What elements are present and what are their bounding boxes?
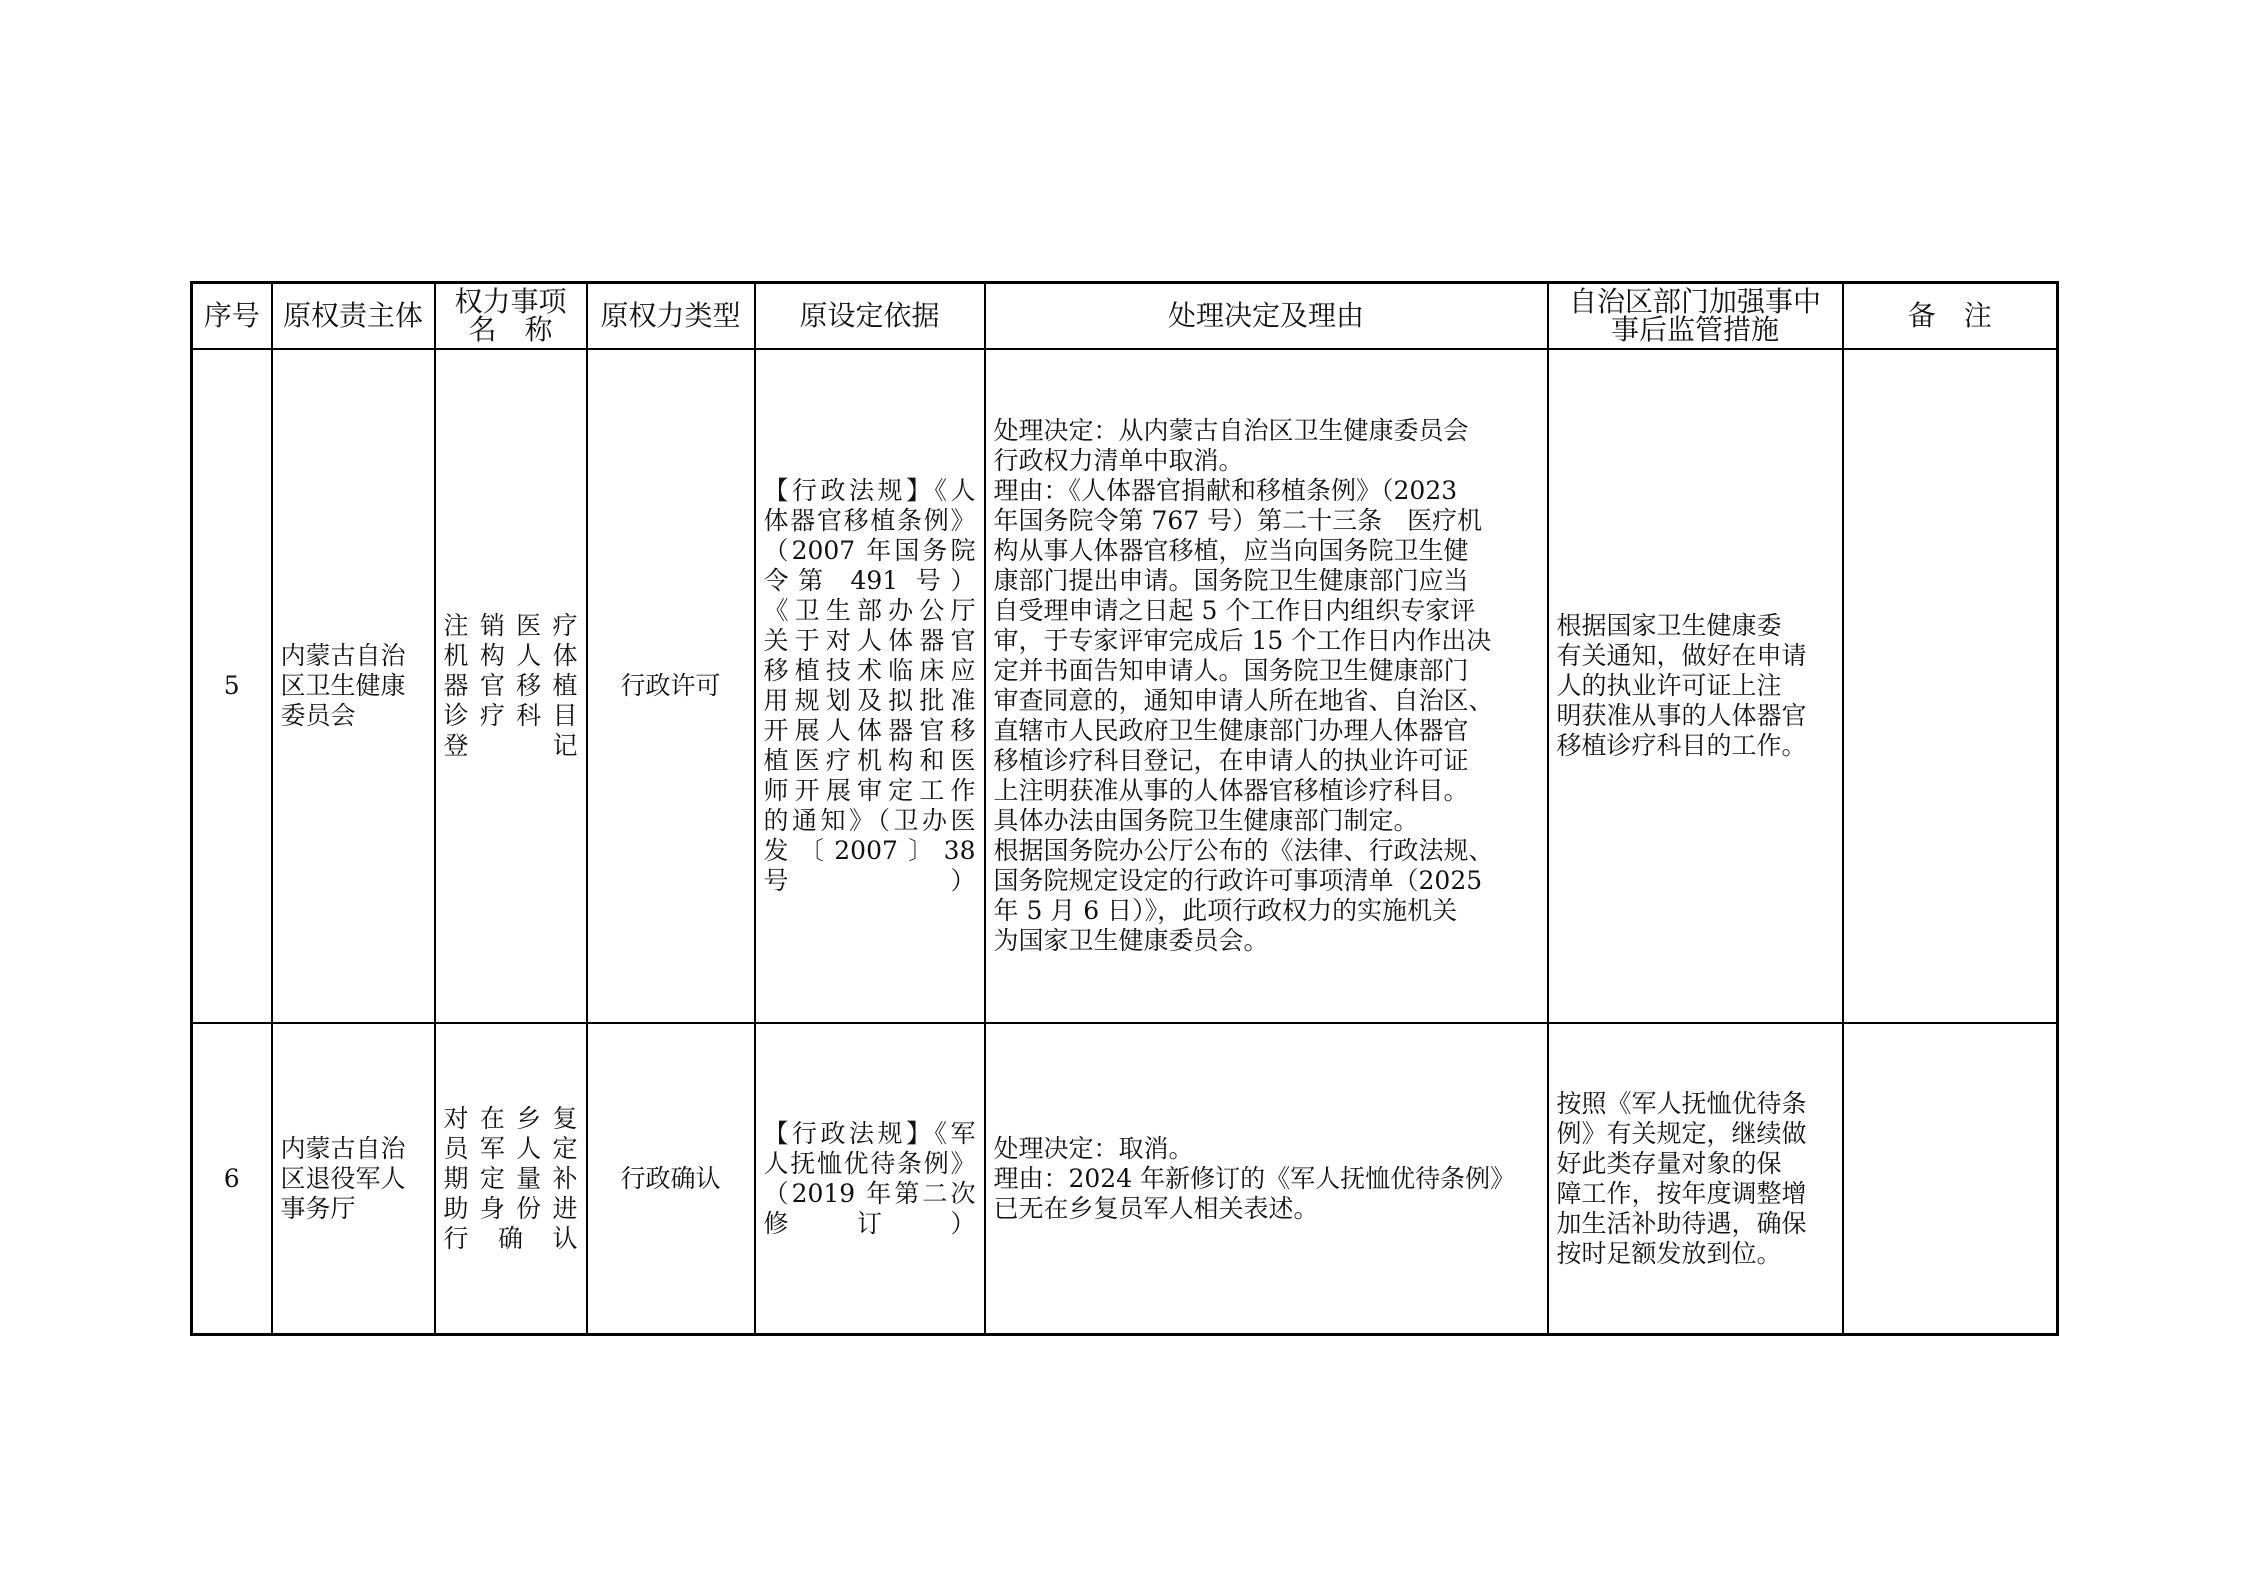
cell-line: 根据国家卫生健康委	[1556, 611, 1782, 640]
header-type: 原权力类型	[587, 283, 755, 350]
cell-line: 助身份进	[443, 1193, 578, 1223]
cell-line: 构从事人体器官移植，应当向国务院卫生健	[993, 536, 1469, 565]
cell-measures	[1548, 349, 1843, 1023]
cell-line: 按时足额发放到位。	[1556, 1238, 1782, 1268]
cell-line: 注销医疗	[443, 611, 578, 640]
cell-line: 定并书面告知申请人。国务院卫生健康部门	[993, 656, 1469, 685]
cell-line: 理由：2024 年新修订的《军人抚恤优待条例》	[993, 1163, 1516, 1193]
cell-line: 人的执业许可证上注	[1556, 671, 1782, 700]
cell-line: 的通知》（卫办医	[763, 806, 976, 835]
cell-line: 用规划及拟批准	[763, 686, 976, 715]
cell-line: 移植诊疗科目的工作。	[1556, 731, 1807, 760]
cell-line: 修订）	[763, 1208, 976, 1238]
cell-basis	[755, 349, 985, 1023]
cell-line: 人抚恤优待条例》	[763, 1148, 976, 1178]
cell-subject	[272, 349, 435, 1023]
cell-line: 理由：《人体器官捐献和移植条例》（2023	[993, 476, 1458, 505]
cell-line: 处理决定：取消。	[993, 1133, 1194, 1163]
cell-remark	[1843, 349, 2058, 1023]
cell-line: 区卫生健康	[280, 671, 406, 700]
cell-basis	[755, 1023, 985, 1335]
cell-line: （2007 年国务院	[763, 536, 976, 565]
cell-line: 明获准从事的人体器官	[1556, 701, 1807, 730]
header-seq: 序号	[192, 283, 272, 350]
cell-line: 上注明获准从事的人体器官移植诊疗科目。	[993, 776, 1469, 805]
header-measures-line: 自治区部门加强事中	[1568, 285, 1821, 318]
cell-line: 关于对人体器官	[763, 626, 976, 655]
cell-line: 审查同意的，通知申请人所在地省、自治区、	[993, 686, 1494, 715]
header-subject: 原权责主体	[272, 283, 435, 350]
cell-line: 区退役军人	[280, 1163, 406, 1193]
cell-line: 对在乡复	[443, 1103, 578, 1133]
header-remark: 备 注	[1843, 283, 2058, 350]
cell-seq: 5	[192, 349, 272, 1023]
cell-line: 员军人定	[443, 1133, 578, 1163]
cell-type: 行政确认	[587, 1023, 755, 1335]
cell-measures	[1548, 1023, 1843, 1335]
cell-line: 为国家卫生健康委员会。	[993, 926, 1269, 955]
cell-line: 机构人体	[443, 641, 578, 670]
header-measures	[1548, 283, 1843, 350]
table-row	[192, 349, 2058, 1023]
cell-line: 发〔2007〕38 号）	[763, 836, 976, 895]
header-measures-line: 事后监管措施	[1610, 313, 1779, 346]
cell-line: 移植技术临床应	[763, 656, 976, 685]
cell-line: 器官移植	[443, 671, 578, 700]
header-item-name	[435, 283, 587, 350]
cell-decision	[985, 349, 1548, 1023]
cell-line: 根据国务院办公厅公布的《法律、行政法规、	[993, 836, 1494, 865]
cell-line: 登记	[443, 731, 578, 760]
cell-subject	[272, 1023, 435, 1335]
cell-line: 行确认	[443, 1223, 578, 1253]
cell-decision	[985, 1023, 1548, 1335]
cell-line: 植医疗机构和医	[763, 746, 976, 775]
cell-line: 康部门提出申请。国务院卫生健康部门应当	[993, 566, 1469, 595]
cell-line: （2019 年第二次	[763, 1178, 976, 1208]
cell-line: 【行政法规】《人	[763, 476, 976, 505]
cell-line: 国务院规定设定的行政许可事项清单（2025	[993, 866, 1483, 895]
header-item-name-line: 名 称	[468, 313, 553, 346]
header-item-name-line: 权力事项	[454, 285, 567, 318]
cell-line: 移植诊疗科目登记，在申请人的执业许可证	[993, 746, 1469, 775]
cell-line: 有关通知，做好在申请	[1556, 641, 1807, 670]
cell-line: 内蒙古自治	[280, 1133, 406, 1163]
cell-line: 障工作，按年度调整增	[1556, 1178, 1807, 1208]
table-row	[192, 1023, 2058, 1335]
cell-line: 令第 491 号）	[763, 566, 976, 595]
cell-line: 开展人体器官移	[763, 716, 976, 745]
cell-remark	[1843, 1023, 2058, 1335]
cell-line: 事务厅	[280, 1193, 356, 1223]
cell-line: 加生活补助待遇，确保	[1556, 1208, 1807, 1238]
cell-line: 体器官移植条例》	[763, 506, 976, 535]
cell-line: 【行政法规】《军	[763, 1118, 976, 1148]
cell-line: 例》有关规定，继续做	[1556, 1118, 1807, 1148]
cell-line: 处理决定：从内蒙古自治区卫生健康委员会	[993, 416, 1469, 445]
cell-line: 按照《军人抚恤优待条	[1556, 1088, 1807, 1118]
cell-line: 年国务院令第 767 号）第二十三条 医疗机	[993, 506, 1483, 535]
cell-line: 《卫生部办公厅	[763, 596, 976, 625]
cell-line: 内蒙古自治	[280, 641, 406, 670]
cell-seq: 6	[192, 1023, 272, 1335]
header-decision: 处理决定及理由	[985, 283, 1548, 350]
cell-line: 已无在乡复员军人相关表述。	[993, 1193, 1319, 1223]
cell-line: 师开展审定工作	[763, 776, 976, 805]
cell-line: 年 5 月 6 日）》，此项行政权力的实施机关	[993, 896, 1458, 925]
header-basis: 原设定依据	[755, 283, 985, 350]
cell-line: 审，于专家评审完成后 15 个工作日内作出决	[993, 626, 1492, 655]
cell-line: 直辖市人民政府卫生健康部门办理人体器官	[993, 716, 1469, 745]
header-row	[192, 283, 2058, 350]
cell-line: 委员会	[280, 701, 356, 730]
cell-line: 自受理申请之日起 5 个工作日内组织专家评	[993, 596, 1476, 625]
power-list-table	[190, 281, 2059, 1336]
cell-type: 行政许可	[587, 349, 755, 1023]
cell-line: 行政权力清单中取消。	[993, 446, 1244, 475]
cell-line: 好此类存量对象的保	[1556, 1148, 1782, 1178]
cell-item-name	[435, 1023, 587, 1335]
cell-line: 期定量补	[443, 1163, 578, 1193]
cell-item-name	[435, 349, 587, 1023]
cell-line: 具体办法由国务院卫生健康部门制定。	[993, 806, 1419, 835]
cell-line: 诊疗科目	[443, 701, 578, 730]
